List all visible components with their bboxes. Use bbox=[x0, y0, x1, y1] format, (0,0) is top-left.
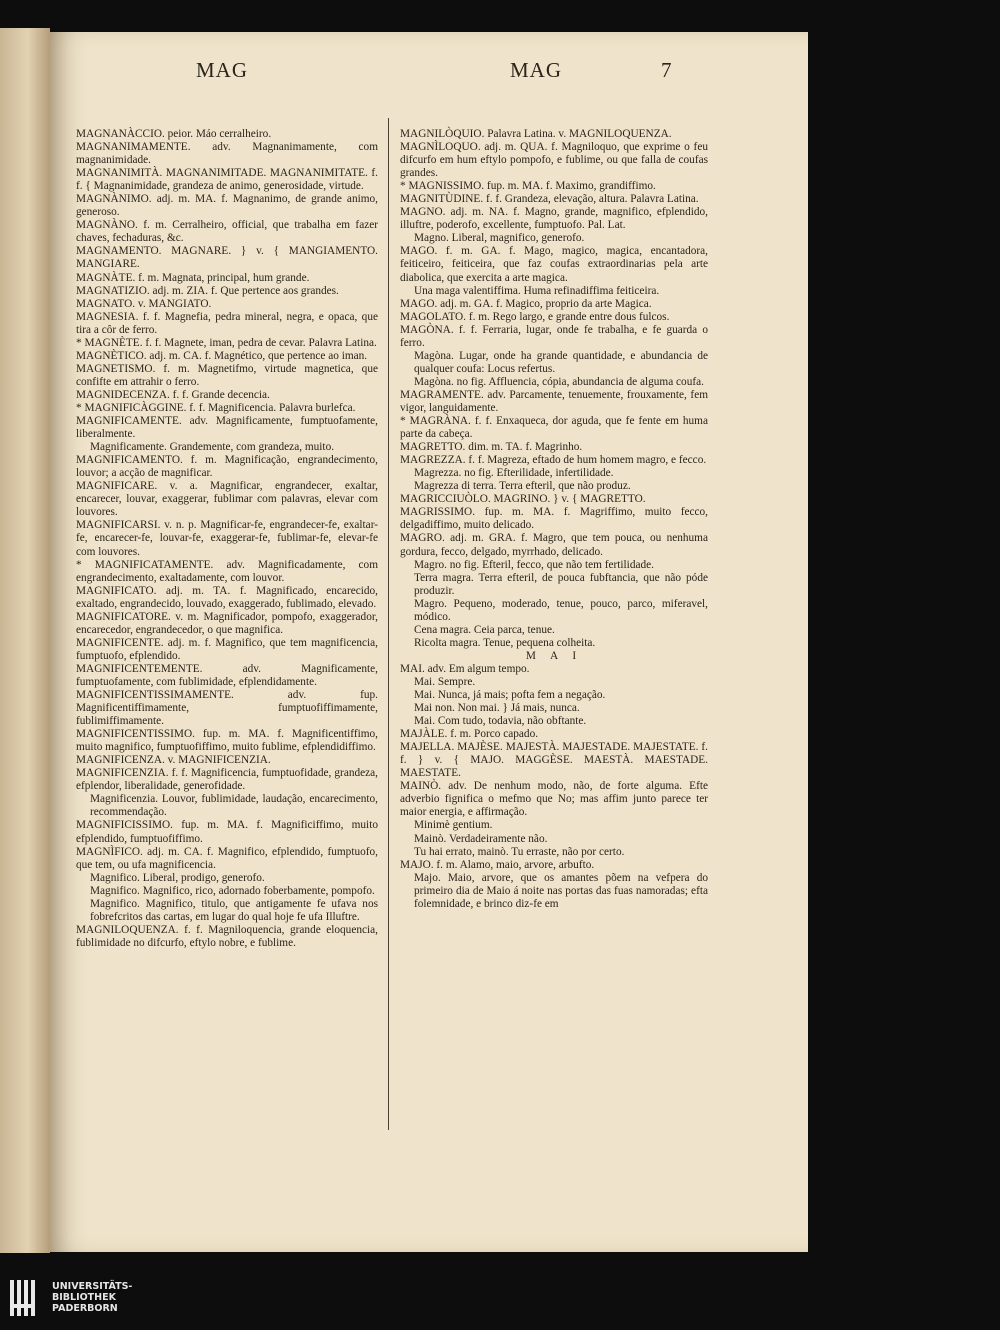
dictionary-entry: Mainò. Verdadeiramente não. bbox=[414, 832, 548, 845]
dictionary-entry: MAGO. f. m. GA. f. Mago, magico, magica, encantadora, feiticeiro, feiticeira, que faz coufas extraordinarias pela arte diabolica, que exercita a arte magica. bbox=[400, 245, 708, 284]
dictionary-entry: * MAGNIFICATAMENTE. adv. Magnificadamente, com engrandecimento, exaltadamente, com louvor. bbox=[76, 558, 378, 584]
dictionary-entry: MAGÒNA. f. f. Ferraria, lugar, onde fe trabalha, e fe guarda o ferro. bbox=[400, 323, 708, 349]
dictionary-entry: MAGNETISMO. f. m. Magnetifmo, virtude magnetica, que confifte em attrahir o ferro. bbox=[76, 362, 378, 388]
dictionary-entry: MAGNÀTE. f. m. Magnata, principal, hum grande. bbox=[76, 271, 310, 284]
dictionary-entry: * MAGNÈTE. f. f. Magnete, iman, pedra de cevar. Palavra Latina. bbox=[76, 336, 377, 349]
dictionary-entry: MAGNIFICATO. adj. m. TA. f. Magnificado, encarecido, exaltado, engrandecido, louvado, exaggerado, fublimado, elevado. bbox=[76, 584, 378, 610]
facing-page-edge bbox=[0, 28, 50, 1253]
dictionary-entry: Magòna. no fig. Affluencia, cópia, abundancia de alguma coufa. bbox=[414, 375, 704, 388]
dictionary-entry: Magnifico. Magnifico, titulo, que antigamente fe ufava nos fobrefcritos das cartas, em lugar do qual hoje fe ufa Illuftre. bbox=[90, 897, 378, 923]
dictionary-entry: Magrezza. no fig. Efterilidade, infertilidade. bbox=[414, 467, 614, 480]
dictionary-entry: MAGNESIA. f. f. Magnefia, pedra mineral, negra, e opaca, que tira a côr de ferro. bbox=[76, 310, 378, 336]
dictionary-entry: MAGNIFICENTE. adj. m. f. Magnifico, que tem magnificencia, fumptuofo, efplendido. bbox=[76, 636, 378, 662]
dictionary-entry: Tu hai errato, mainò. Tu erraste, não por certo. bbox=[414, 845, 625, 858]
dictionary-entry: MAGNÌFICO. adj. m. CA. f. Magnifico, efplendido, fumptuofo, que tem, ou ufa magnificencia. bbox=[76, 845, 378, 871]
dictionary-entry: MAGNIDECENZA. f. f. Grande decencia. bbox=[76, 388, 270, 401]
dictionary-entry: MAGNITÙDINE. f. f. Grandeza, elevação, altura. Palavra Latina. bbox=[400, 193, 699, 206]
dictionary-entry: MAGNIFICENTISSIMO. fup. m. MA. f. Magnificentiffimo, muito magnifico, fumptuofiffimo, muito fublime, efplendidiffimo. bbox=[76, 728, 378, 754]
dictionary-entry: MAGNANIMAMENTE. adv. Magnanimamente, com magnanimidade. bbox=[76, 141, 378, 167]
dictionary-entry: MAGNO. adj. m. NA. f. Magno, grande, magnifico, efplendido, illuftre, poderofo, excellente, fumptuofo. Pal. Lat. bbox=[400, 206, 708, 232]
dictionary-entry: MAGNIFICAMENTO. f. m. Magnificação, engrandecimento, louvor; a acção de magnificar. bbox=[76, 454, 378, 480]
dictionary-entry: Magrezza di terra. Terra efteril, que não produz. bbox=[414, 480, 631, 493]
dictionary-entry: M A I bbox=[525, 649, 583, 662]
dictionary-entry: MAGNANÀCCIO. peior. Máo cerralheiro. bbox=[76, 128, 272, 140]
dictionary-entry: * MAGNIFICÀGGINE. f. f. Magnificencia. Palavra burlefca. bbox=[76, 401, 356, 414]
dictionary-entry: MAGRAMENTE. adv. Parcamente, tenuemente, frouxamente, fem vigor, languidamente. bbox=[400, 388, 708, 414]
dictionary-entry: * MAGRÀNA. f. f. Enxaqueca, dor aguda, que fe fente em huma parte da cabeça. bbox=[400, 415, 708, 441]
dictionary-entry: Cena magra. Ceia parca, tenue. bbox=[414, 623, 555, 636]
column-rule bbox=[388, 118, 389, 1130]
dictionary-entry: * MAGNISSIMO. fup. m. MA. f. Maximo, grandiffimo. bbox=[400, 180, 656, 193]
left-column bbox=[76, 128, 378, 950]
running-head-left: MAG bbox=[196, 58, 249, 82]
dictionary-entry: Magòna. Lugar, onde ha grande quantidade, e abundancia de qualquer coufa: Locus refertus. bbox=[414, 349, 708, 375]
dictionary-entry: Majo. Maio, arvore, que os amantes põem na vefpera do primeiro dia de Maio á noite nas portas das fuas namoradas; efta folemnidade, e brinco diz-fe em bbox=[414, 871, 708, 910]
dictionary-entry: MAGNAMENTO. MAGNARE. } v. { MANGIAMENTO. MANGIARE. bbox=[76, 245, 378, 271]
dictionary-entry: Mai. Nunca, já mais; pofta fem a negação. bbox=[414, 689, 606, 702]
dictionary-entry: MAGREZZA. f. f. Magreza, eftado de hum homem magro, e fecco. bbox=[400, 454, 707, 467]
library-logo-line2: BIBLIOTHEK bbox=[52, 1292, 116, 1303]
dictionary-entry: MAGNATIZIO. adj. m. ZIA. f. Que pertence aos grandes. bbox=[76, 284, 339, 297]
dictionary-entry: MAGRETTO. dim. m. TA. f. Magrinho. bbox=[400, 441, 583, 454]
dictionary-entry: Mai non. Non mai. } Já mais, nunca. bbox=[414, 702, 580, 715]
dictionary-entry: MAGNIFICENTEMENTE. adv. Magnificamente, fumptuofamente, com fublimidade, efplendidamente. bbox=[76, 662, 378, 688]
library-logo-line1: UNIVERSITÄTS- bbox=[52, 1281, 133, 1292]
dictionary-entry: MAI. adv. Em algum tempo. bbox=[400, 662, 530, 675]
dictionary-entry: MAGNIFICATORE. v. m. Magnificador, pompofo, exaggerador, encarecedor, engrandecedor, o que magnifica. bbox=[76, 610, 378, 636]
library-logo-text bbox=[52, 1281, 132, 1314]
dictionary-entry: MAGO. adj. m. GA. f. Magico, proprio da arte Magica. bbox=[400, 297, 652, 310]
dictionary-entry: Una maga valentiffima. Huma refinadiffima feiticeira. bbox=[414, 284, 660, 297]
dictionary-entry: MAGNILOQUENZA. f. f. Magniloquencia, grande eloquencia, fublimidade no difcurfo, eftylo nobre, e fublime. bbox=[76, 923, 378, 949]
dictionary-entry: Minimè gentium. bbox=[414, 819, 493, 832]
dictionary-entry: MAJELLA. MAJÈSE. MAJESTÀ. MAJESTADE. MAJESTATE. f. f. } v. { MAJO. MAGGÈSE. MAESTÀ. MAESTADE. MAESTATE. bbox=[400, 741, 708, 780]
library-logo-icon bbox=[10, 1280, 36, 1316]
library-logo-line3: PADERBORN bbox=[52, 1303, 118, 1314]
dictionary-entry: MAJO. f. m. Alamo, maio, arvore, arbufto. bbox=[400, 858, 595, 871]
dictionary-entry: MAGNIFICISSIMO. fup. m. MA. f. Magnificiffimo, muito efplendido, fumptuofiffimo. bbox=[76, 819, 378, 845]
dictionary-entry: Mai. Sempre. bbox=[414, 675, 476, 688]
dictionary-entry: Magnificamente. Grandemente, com grandeza, muito. bbox=[90, 441, 335, 454]
dictionary-entry: MAGNÌLOQUO. adj. m. QUA. f. Magniloquo, que exprime o feu difcurfo em hum eftylo pompofo, e fublime, ou que falla de coufas grandes. bbox=[400, 141, 708, 180]
dictionary-entry: Magro. no fig. Efteril, fecco, que não tem fertilidade. bbox=[414, 558, 654, 571]
dictionary-entry: MAGNILÒQUIO. Palavra Latina. v. MAGNILOQUENZA. bbox=[400, 128, 672, 140]
dictionary-entry: MAGNIFICAMENTE. adv. Magnificamente, fumptuofamente, liberalmente. bbox=[76, 415, 378, 441]
dictionary-entry: MAGRISSIMO. fup. m. MA. f. Magriffimo, muito fecco, delgadiffimo, muito delicado. bbox=[400, 506, 708, 532]
dictionary-entry: Ricolta magra. Tenue, pequena colheita. bbox=[414, 636, 596, 649]
dictionary-entry: MAJÀLE. f. m. Porco capado. bbox=[400, 728, 539, 741]
dictionary-entry: Mai. Com tudo, todavia, não obftante. bbox=[414, 715, 587, 728]
dictionary-entry: MAGRICCIUÒLO. MAGRINO. } v. { MAGRETTO. bbox=[400, 493, 646, 506]
dictionary-entry: MAGNIFICENZA. v. MAGNIFICENZIA. bbox=[76, 754, 271, 767]
dictionary-entry: MAGNÀNIMO. adj. m. MA. f. Magnanimo, de grande animo, generoso. bbox=[76, 193, 378, 219]
dictionary-entry: MAGNÈTICO. adj. m. CA. f. Magnético, que pertence ao iman. bbox=[76, 349, 368, 362]
dictionary-entry: Magnificenzia. Louvor, fublimidade, laudação, encarecimento, recommendação. bbox=[90, 793, 378, 819]
dictionary-entry: MAGOLATO. f. m. Rego largo, e grande entre dous fulcos. bbox=[400, 310, 670, 323]
dictionary-entry: MAGNIFICENTISSIMAMENTE. adv. fup. Magnificentiffimamente, fumptuofiffimamente, fublimiffimamente. bbox=[76, 689, 378, 728]
dictionary-entry: MAGNATO. v. MANGIATO. bbox=[76, 297, 212, 310]
right-column bbox=[400, 128, 708, 911]
dictionary-entry: MAGNÀNO. f. m. Cerralheiro, official, que trabalha em fazer chaves, fechaduras, &c. bbox=[76, 219, 378, 245]
dictionary-entry: MAGNIFICENZIA. f. f. Magnificencia, fumptuofidade, grandeza, efplendor, liberalidade, generofidade. bbox=[76, 767, 378, 793]
dictionary-entry: MAGNANIMITÀ. MAGNANIMITADE. MAGNANIMITATE. f. f. { Magnanimidade, grandeza de animo, generosidade, virtude. bbox=[76, 167, 378, 193]
dictionary-entry: Magro. Pequeno, moderado, tenue, pouco, parco, miferavel, módico. bbox=[414, 597, 708, 623]
dictionary-entry: Magno. Liberal, magnifico, generofo. bbox=[414, 232, 585, 245]
dictionary-entry: MAGRO. adj. m. GRA. f. Magro, que tem pouca, ou nenhuma gordura, fecco, delgado, myrrhado, delicado. bbox=[400, 532, 708, 558]
dictionary-entry: Terra magra. Terra efteril, de pouca fubftancia, que não póde produzir. bbox=[414, 571, 708, 597]
dictionary-entry: MAGNIFICARE. v. a. Magnificar, engrandecer, exaltar, encarecer, louvar, exaggerar, fublimar com palavras, elevar com louvores. bbox=[76, 480, 378, 519]
dictionary-entry: Magnifico. Magnifico, rico, adornado foberbamente, pompofo. bbox=[90, 884, 375, 897]
page-number: 7 bbox=[661, 58, 673, 82]
running-head-center: MAG bbox=[510, 58, 563, 82]
dictionary-entry: MAGNIFICARSI. v. n. p. Magnificar-fe, engrandecer-fe, exaltar-fe, encarecer-fe, louvar-fe, exaggerar-fe, fublimar-fe, elevar-fe com louvores. bbox=[76, 519, 378, 558]
dictionary-entry: Magnifico. Liberal, prodigo, generofo. bbox=[90, 871, 265, 884]
dictionary-entry: MAINÒ. adv. De nenhum modo, não, de forte alguma. Efte adverbio fignifica o mefmo que No; mas affim junto parece ter maior energia, e affirmação. bbox=[400, 780, 708, 819]
